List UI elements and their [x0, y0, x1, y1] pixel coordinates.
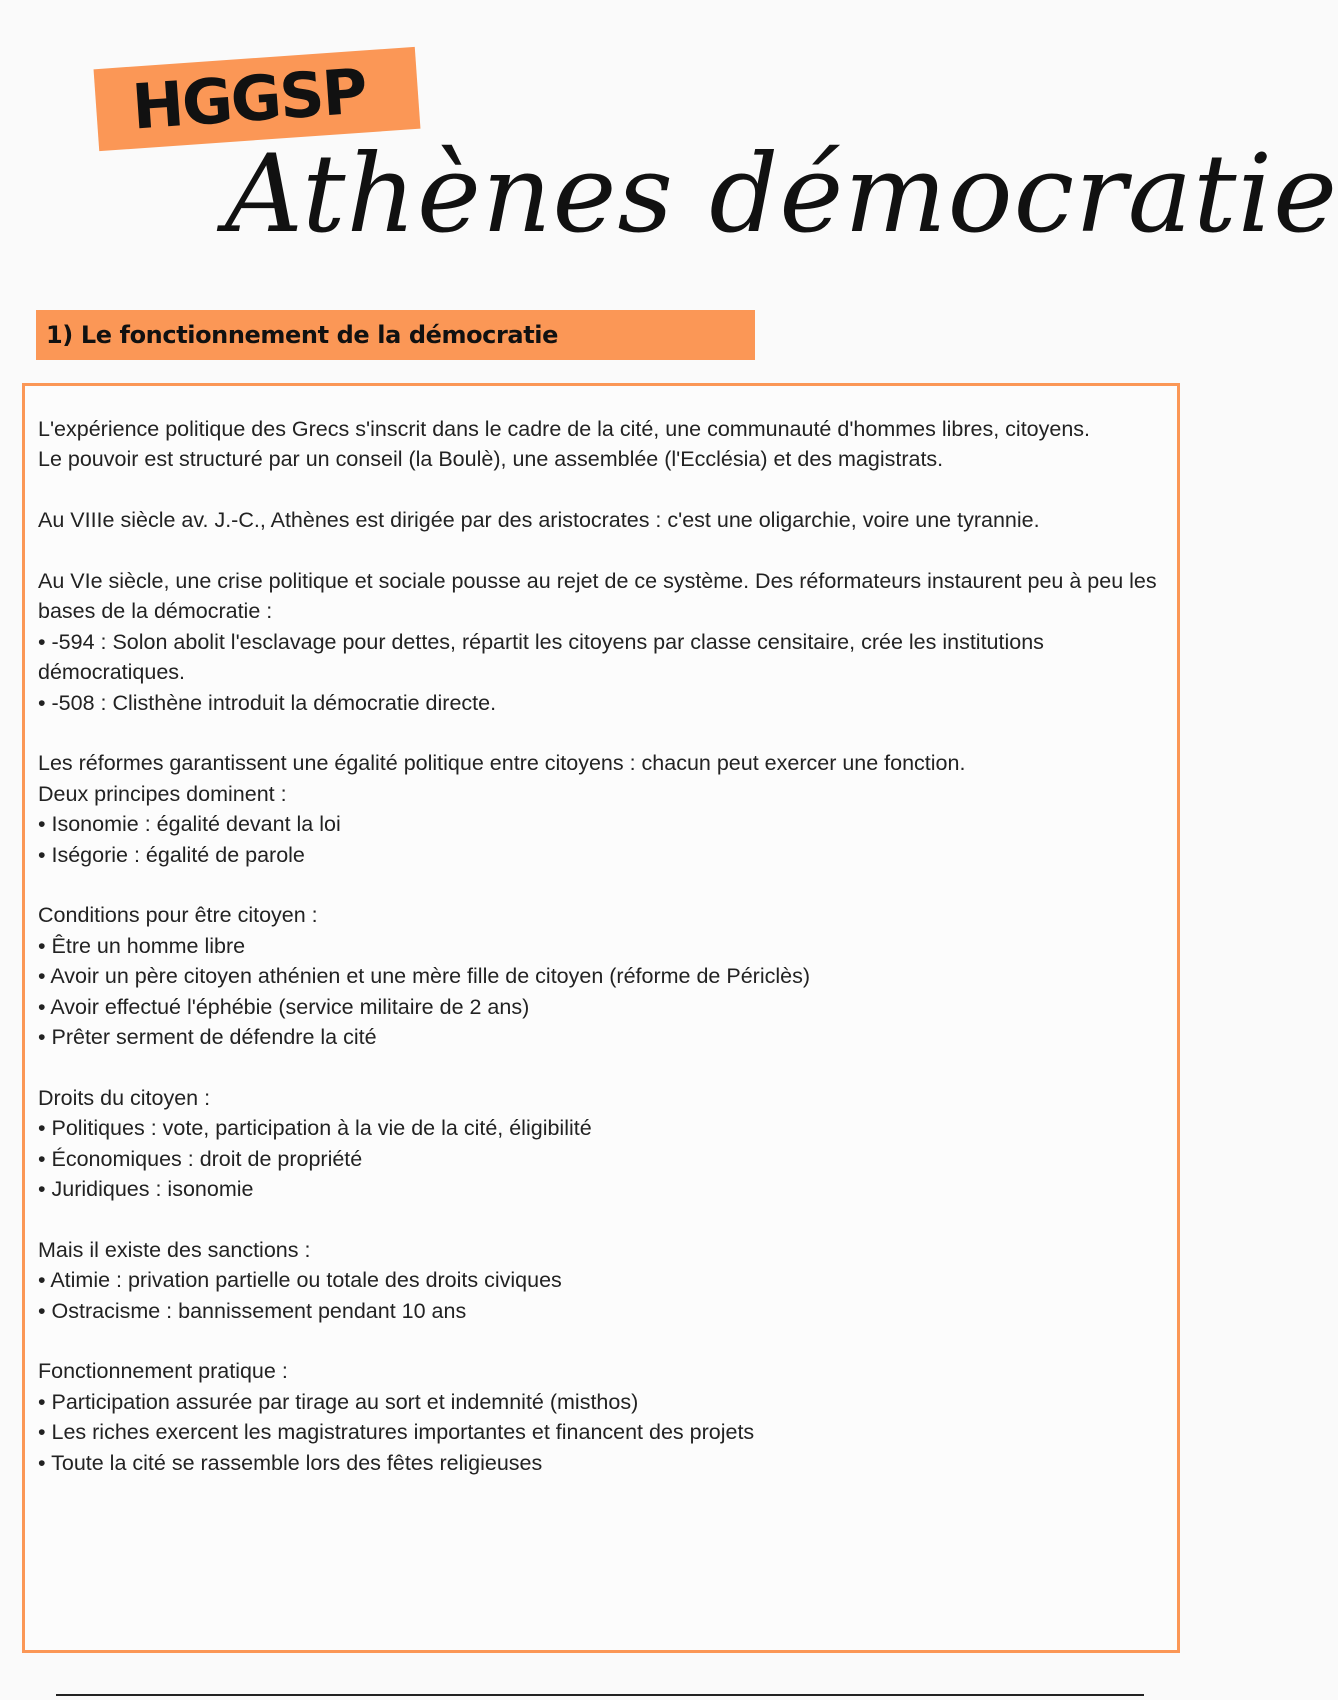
paragraph-3 — [38, 566, 1168, 718]
list-item: • -508 : Clisthène introduit la démocratie directe. — [38, 690, 497, 715]
bottom-divider — [56, 1694, 1144, 1696]
text-line: Le pouvoir est structuré par un conseil (la Boulè), une assemblée (l'Ecclésia) et des magistrats. — [38, 447, 944, 472]
section-header — [36, 310, 755, 360]
text-line: Fonctionnement pratique : — [38, 1359, 288, 1384]
content-body — [38, 414, 1168, 1478]
list-item: • Politiques : vote, participation à la vie de la cité, éligibilité — [38, 1116, 592, 1141]
text-line: Au VIIIe siècle av. J.-C., Athènes est dirigée par des aristocrates : c'est une oligarchie, voire une tyrannie. — [38, 508, 1040, 533]
list-item: • Économiques : droit de propriété — [38, 1146, 363, 1171]
subject-tag-text: HGGSP — [129, 54, 369, 144]
list-item: • Isonomie : égalité devant la loi — [38, 812, 341, 837]
text-line: Les réformes garantissent une égalité politique entre citoyens : chacun peut exercer une fonction. — [38, 751, 966, 776]
text-line: Conditions pour être citoyen : — [38, 903, 318, 928]
text-line: Mais il existe des sanctions : — [38, 1237, 311, 1262]
list-item: • Avoir un père citoyen athénien et une mère fille de citoyen (réforme de Périclès) — [38, 964, 810, 989]
paragraph-4 — [38, 748, 1168, 870]
paragraph-5 — [38, 900, 1168, 1052]
content-box — [22, 383, 1180, 1653]
list-item: • Prêter serment de défendre la cité — [38, 1025, 377, 1050]
section-title: 1) Le fonctionnement de la démocratie — [46, 321, 559, 349]
text-line: Au VIe siècle, une crise politique et sociale pousse au rejet de ce système. Des réformateurs instaurent peu à peu les bases de la démocratie : — [38, 569, 1157, 624]
text-line: Deux principes dominent : — [38, 781, 287, 806]
list-item: • Atimie : privation partielle ou totale des droits civiques — [38, 1268, 562, 1293]
text-line: L'expérience politique des Grecs s'inscrit dans le cadre de la cité, une communauté d'hommes libres, citoyens. — [38, 417, 1091, 441]
list-item: • Être un homme libre — [38, 933, 246, 958]
list-item: • Iségorie : égalité de parole — [38, 842, 305, 867]
list-item: • Ostracisme : bannissement pendant 10 ans — [38, 1298, 467, 1323]
paragraph-1 — [38, 414, 1168, 475]
list-item: • Participation assurée par tirage au sort et indemnité (misthos) — [38, 1389, 639, 1414]
paragraph-6 — [38, 1083, 1168, 1205]
list-item: • Avoir effectué l'éphébie (service militaire de 2 ans) — [38, 994, 530, 1019]
list-item: • Juridiques : isonomie — [38, 1177, 254, 1202]
list-item: • -594 : Solon abolit l'esclavage pour dettes, répartit les citoyens par classe censitaire, crée les institutions démocratiques. — [38, 629, 1044, 685]
text-line: Droits du citoyen : — [38, 1085, 211, 1110]
paragraph-8 — [38, 1356, 1168, 1478]
list-item: • Les riches exercent les magistratures importantes et financent des projets — [38, 1420, 755, 1445]
paragraph-7 — [38, 1235, 1168, 1326]
page-title: Athènes démocratie — [225, 132, 1338, 257]
list-item: • Toute la cité se rassemble lors des fêtes religieuses — [38, 1450, 543, 1475]
paragraph-2 — [38, 505, 1168, 535]
